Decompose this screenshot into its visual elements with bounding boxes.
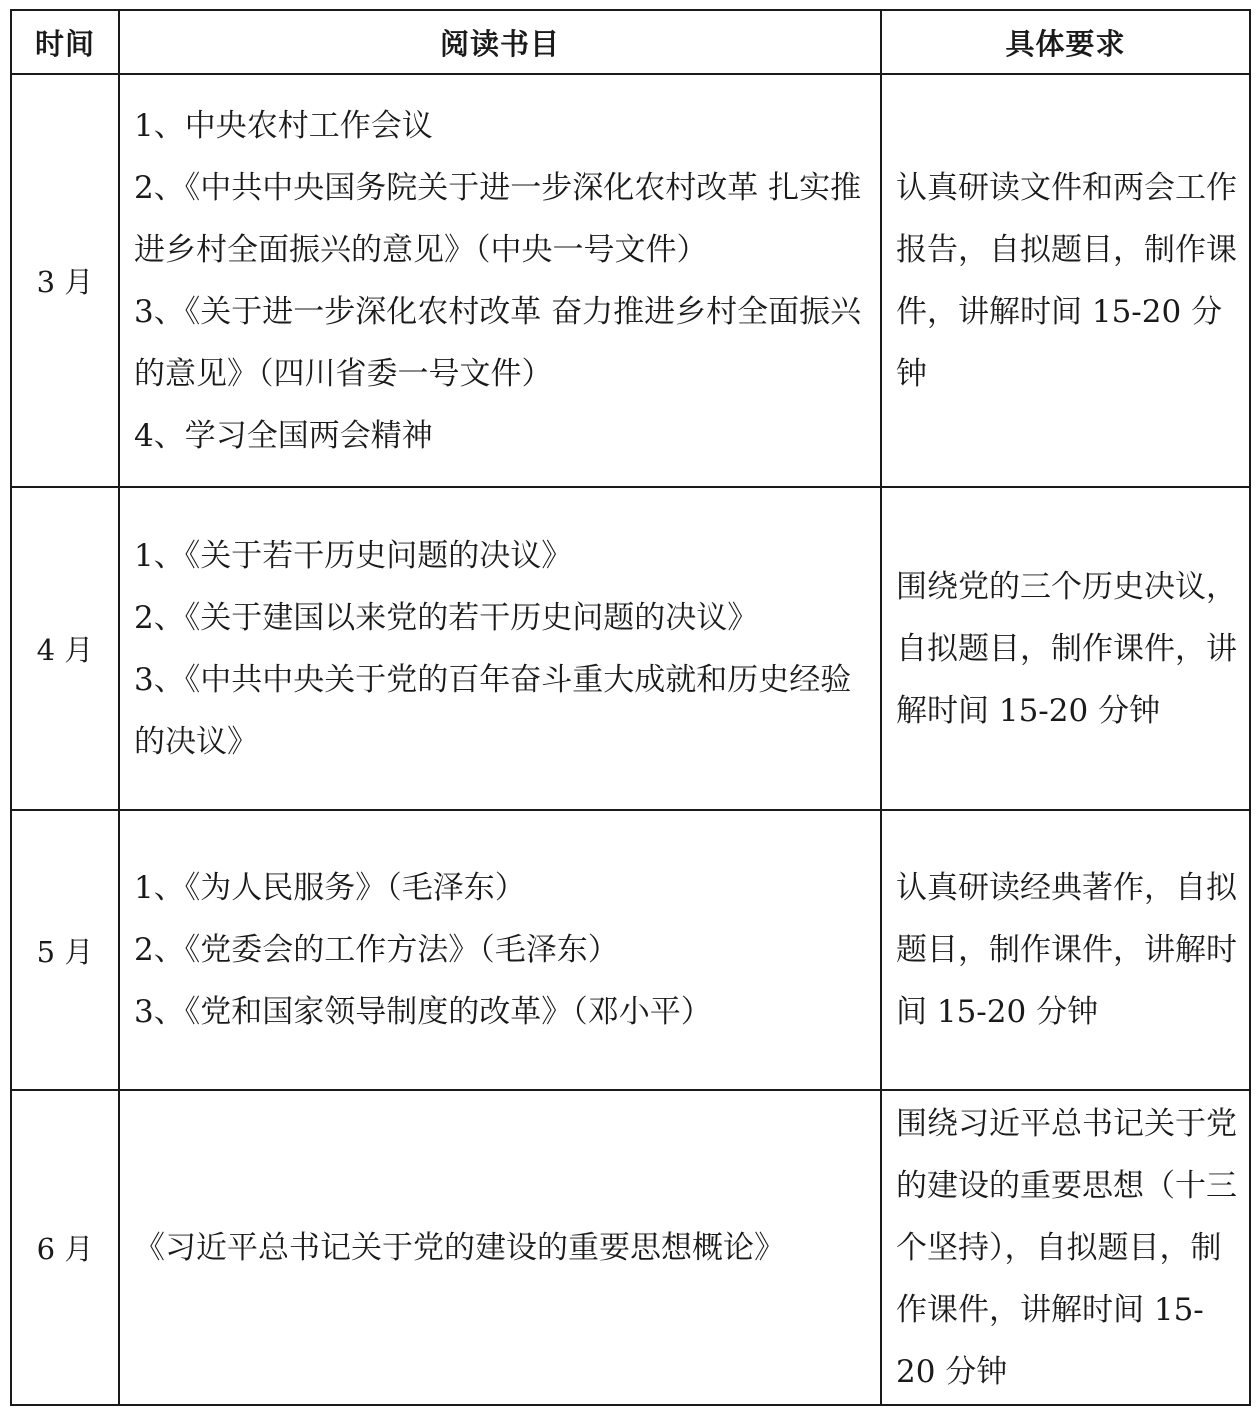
table-header-row <box>11 10 1250 74</box>
header-requirements: 具体要求 <box>881 10 1250 74</box>
book-item: 2、《关于建国以来党的若干历史问题的决议》 <box>134 599 759 636</box>
requirement-cell: 认真研读文件和两会工作报告，自拟题目，制作课件，讲解时间 15-20 分钟 <box>881 74 1250 487</box>
books-cell <box>119 1090 881 1405</box>
book-item: 1、中央农村工作会议 <box>134 107 433 144</box>
month-cell: 3 月 <box>11 74 119 487</box>
book-item: 3、《党和国家领导制度的改革》（邓小平） <box>134 994 712 1030</box>
month-cell: 5 月 <box>11 810 119 1090</box>
header-books: 阅读书目 <box>119 10 881 74</box>
book-item: 4、学习全国两会精神 <box>134 417 433 454</box>
book-item: 1、《关于若干历史问题的决议》 <box>134 537 573 574</box>
reading-schedule-table <box>10 9 1251 1406</box>
requirement-cell: 围绕党的三个历史决议，自拟题目，制作课件，讲解时间 15-20 分钟 <box>881 487 1250 810</box>
month-cell: 4 月 <box>11 487 119 810</box>
book-item: 3、《中共中央关于党的百年奋斗重大成就和历史经验的决议》 <box>134 661 852 760</box>
month-cell: 6 月 <box>11 1090 119 1405</box>
book-item: 3、《关于进一步深化农村改革 奋力推进乡村全面振兴的意见》（四川省委一号文件） <box>134 293 862 392</box>
books-cell <box>119 810 881 1090</box>
book-item: 1、《为人民服务》（毛泽东） <box>134 870 526 906</box>
book-item: 2、《党委会的工作方法》（毛泽东） <box>134 932 619 968</box>
header-time: 时间 <box>11 10 119 74</box>
table-row <box>11 810 1250 1090</box>
books-cell <box>119 487 881 810</box>
requirement-cell: 围绕习近平总书记关于党的建设的重要思想（十三个坚持），自拟题目，制作课件，讲解时间 15-20 分钟 <box>881 1090 1250 1405</box>
table-row <box>11 74 1250 487</box>
table-row <box>11 487 1250 810</box>
books-cell <box>119 74 881 487</box>
book-item: 《习近平总书记关于党的建设的重要思想概论》 <box>134 1229 785 1266</box>
requirement-cell: 认真研读经典著作，自拟题目，制作课件，讲解时间 15-20 分钟 <box>881 810 1250 1090</box>
book-item: 2、《中共中央国务院关于进一步深化农村改革 扎实推进乡村全面振兴的意见》（中央一号文件） <box>134 169 862 268</box>
table-row <box>11 1090 1250 1405</box>
